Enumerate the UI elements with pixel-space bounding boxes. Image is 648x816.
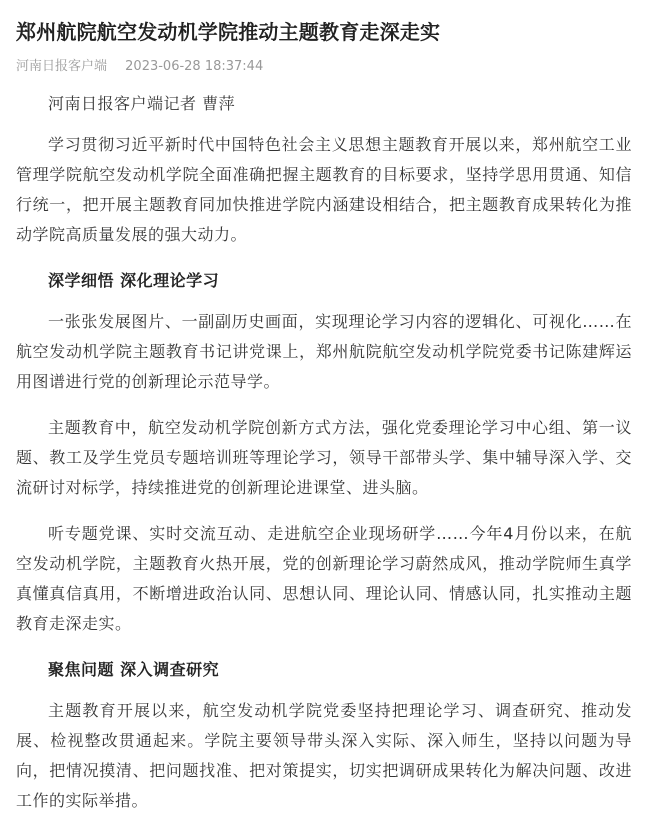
article-byline: 河南日报客户端记者 曹萍 xyxy=(48,94,236,113)
section-heading-2: 聚焦问题 深入调查研究 xyxy=(48,660,220,679)
article-source[interactable]: 河南日报客户端 xyxy=(16,59,108,74)
article-datetime: 2023-06-28 18:37:44 xyxy=(125,59,264,74)
article-paragraph-1: 学习贯彻习近平新时代中国特色社会主义思想主题教育开展以来，郑州航空工业管理学院航空发动机学院全面准确把握主题教育的目标要求，坚持学思用贯通、知信行统一，把开展主题教育同加快推进学院内涵建设相结合，把主题教育成果转化为推动学院高质量发展的强大动力。 xyxy=(16,135,632,244)
article-title: 郑州航院航空发动机学院推动主题教育走深走实 xyxy=(16,20,441,44)
article-paragraph-3: 主题教育中，航空发动机学院创新方式方法，强化党委理论学习中心组、第一议题、教工及学生党员专题培训班等理论学习，领导干部带头学、集中辅导深入学、交流研讨对标学，持续推进党的创新理论进课堂、进头脑。 xyxy=(16,418,632,497)
article-body xyxy=(16,89,632,816)
section-heading-1: 深学细悟 深化理论学习 xyxy=(48,271,220,290)
article-paragraph-5: 主题教育开展以来，航空发动机学院党委坚持把理论学习、调查研究、推动发展、检视整改贯通起来。学院主要领导带头深入实际、深入师生，坚持以问题为导向，把情况摸清、把问题找准、把对策提实，切实把调研成果转化为解决问题、改进工作的实际举措。 xyxy=(16,701,632,810)
article-paragraph-2: 一张张发展图片、一副副历史画面，实现理论学习内容的逻辑化、可视化……在航空发动机学院主题教育书记讲党课上，郑州航院航空发动机学院党委书记陈建辉运用图谱进行党的创新理论示范导学。 xyxy=(16,312,632,391)
article-meta xyxy=(16,56,632,78)
article-paragraph-4: 听专题党课、实时交流互动、走进航空企业现场研学……今年4月份以来，在航空发动机学院，主题教育火热开展，党的创新理论学习蔚然成风，推动学院师生真学真懂真信真用，不断增进政治认同、思想认同、理论认同、情感认同，扎实推动主题教育走深走实。 xyxy=(16,524,632,633)
